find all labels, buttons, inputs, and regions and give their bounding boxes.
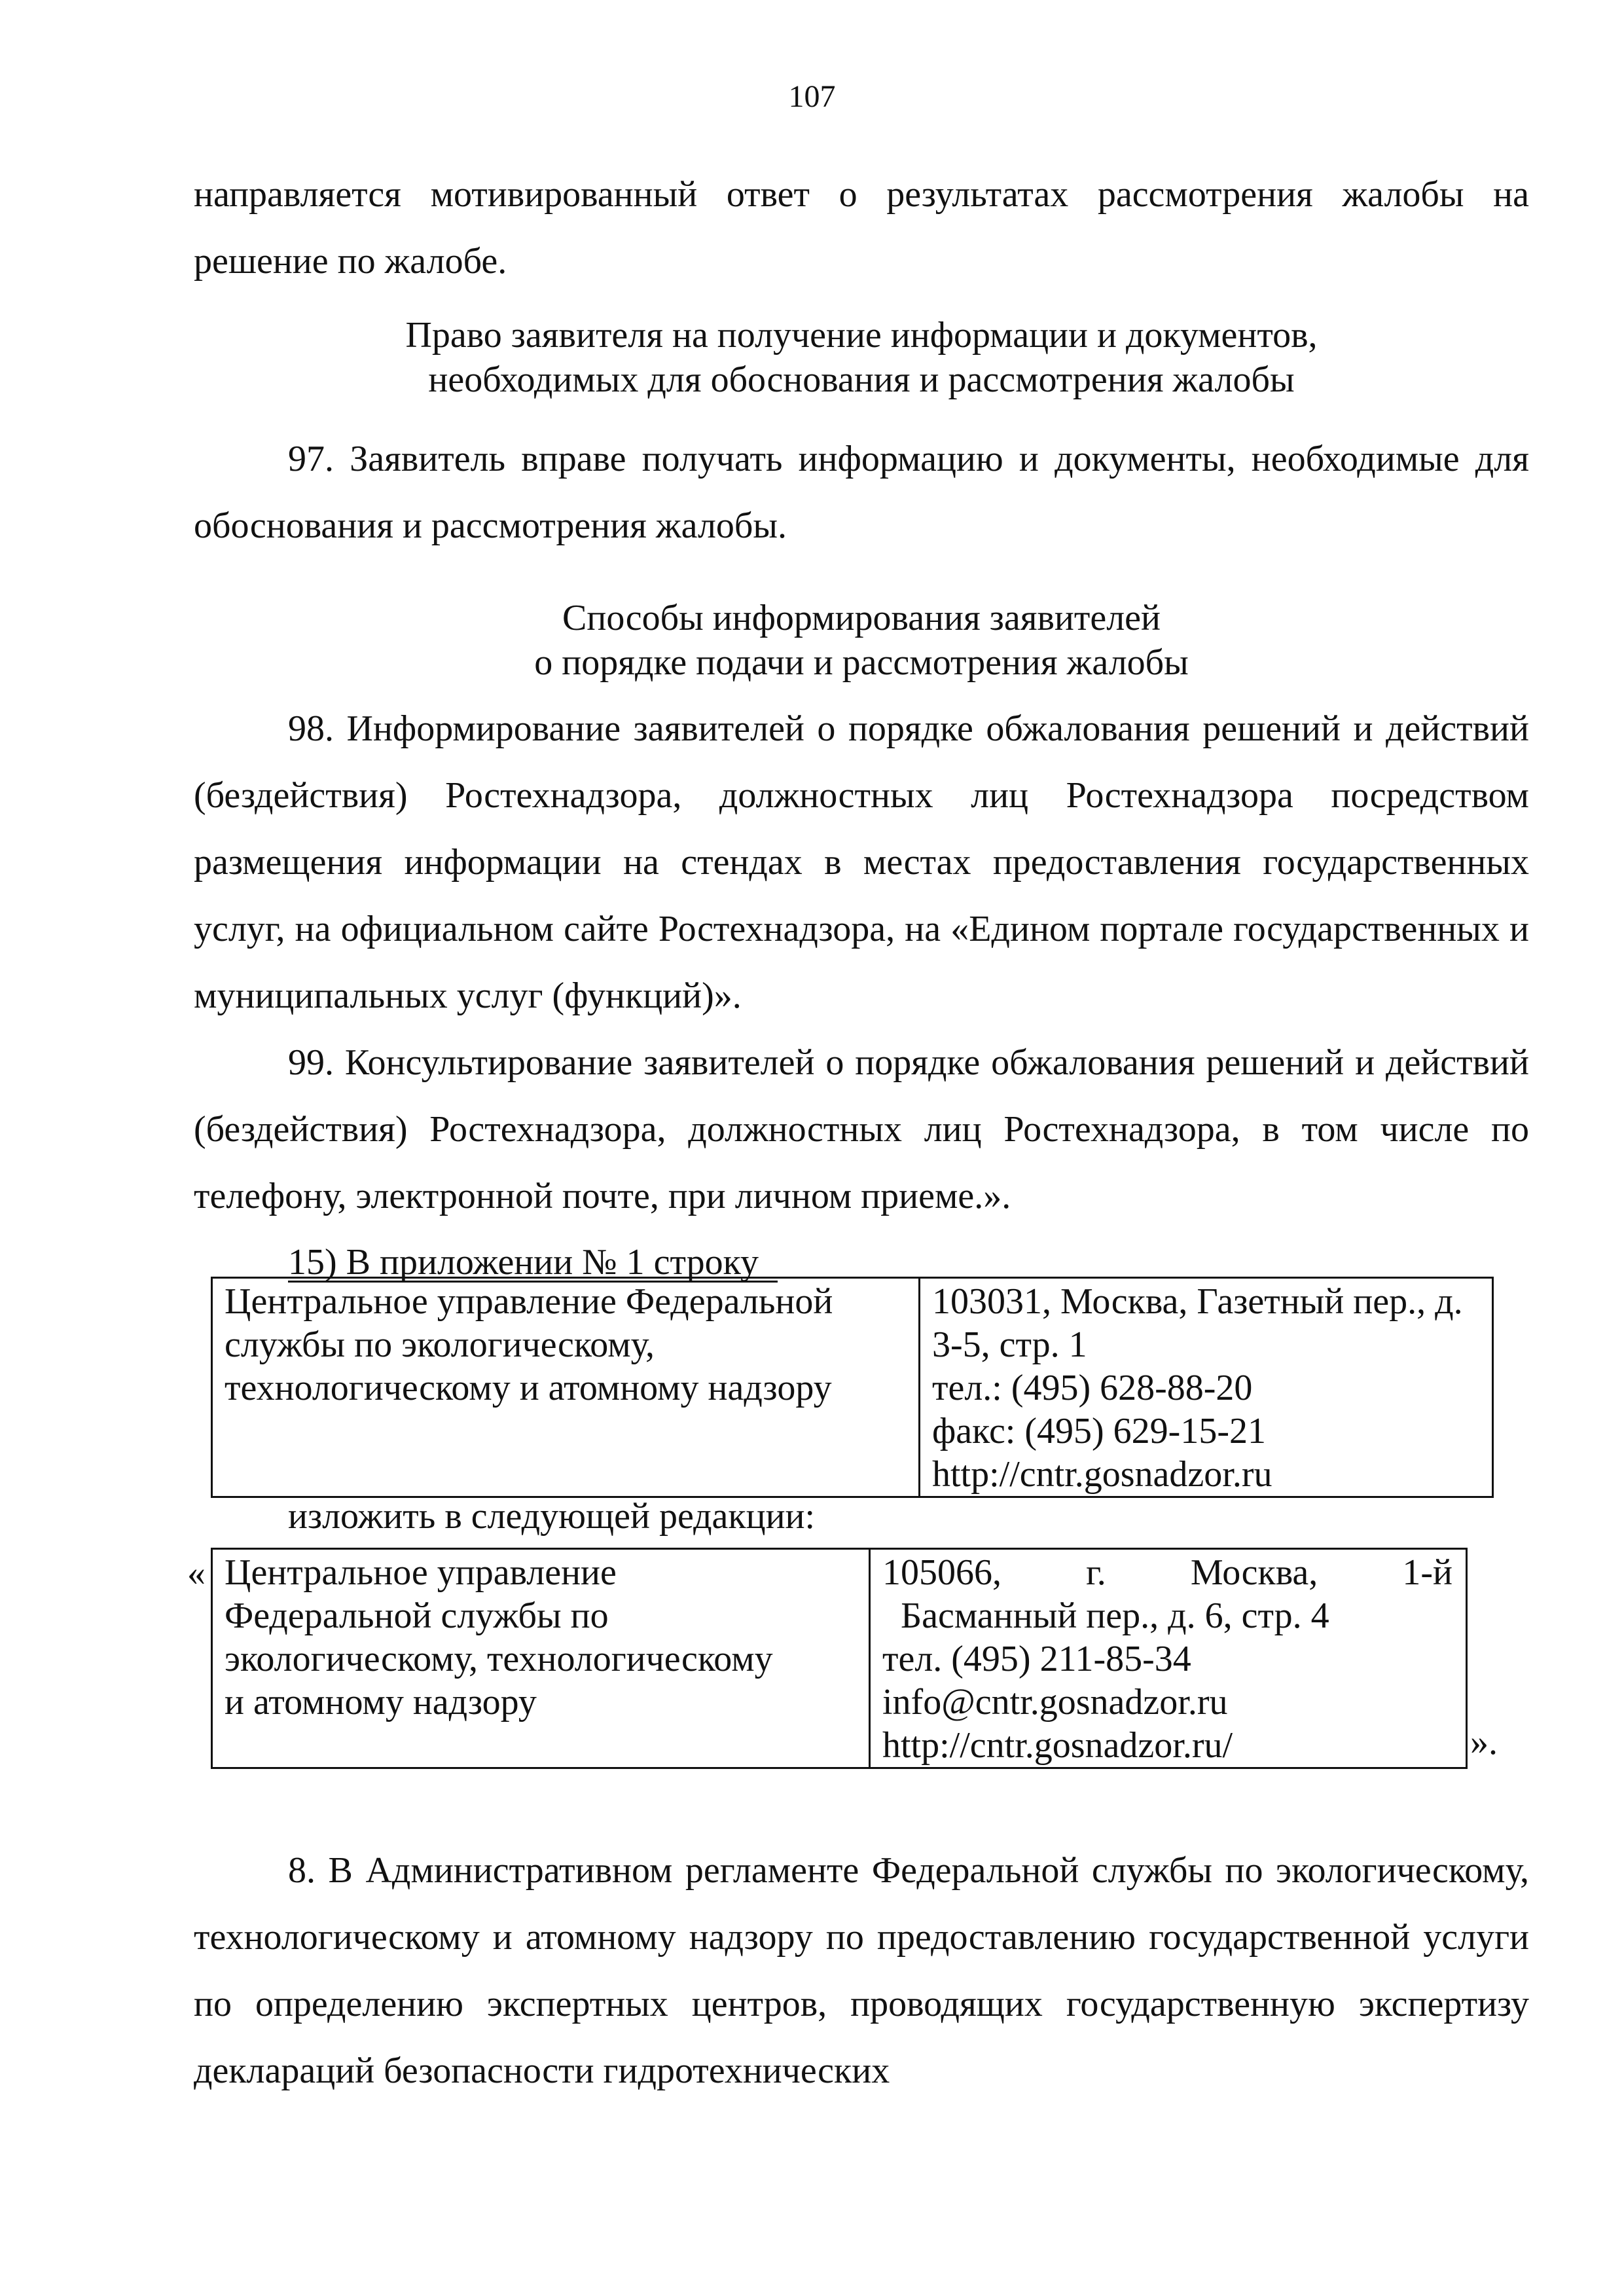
new-address-line-1 xyxy=(882,1551,1453,1594)
paragraph-98: 98. Информирование заявителей о порядке обжалования решений и действий (бездействия) Ростехнадзора, должностных лиц Ростехнадзора посредством размещения информации на стендах в местах предоставления государственных услуг, на официальном сайте Ростехнадзора, на «Едином портале государственных и муниципальных услуг (функций)». xyxy=(194,708,1529,1016)
old-name-line-3: технологическому и атомному надзору xyxy=(225,1368,832,1408)
new-street-prefix: 1-й xyxy=(1402,1552,1453,1593)
opening-quote: « xyxy=(187,1553,206,1594)
new-name-line-2: Федеральной службы по xyxy=(225,1595,609,1636)
intro-line-2: решение по жалобе. xyxy=(194,241,507,282)
closing-quote: ». xyxy=(1470,1722,1498,1762)
old-address-table xyxy=(211,1277,1494,1498)
page-number: 107 xyxy=(788,79,836,114)
heading-informing-methods-line-1: Способы информирования заявителей xyxy=(562,598,1161,638)
new-address-line-2: Басманный пер., д. 6, стр. 4 xyxy=(901,1595,1329,1636)
new-name-line-3: экологическому, технологическому xyxy=(225,1639,773,1679)
paragraph-8: 8. В Административном регламенте Федеральной службы по экологическому, технологическому и атомному надзору по предоставлению государственной услуги по определению экспертных центров, проводящих государственную экспертизу деклараций безопасности гидротехнических xyxy=(194,1850,1529,2091)
new-website: http://cntr.gosnadzor.ru/ xyxy=(882,1725,1233,1766)
table-row xyxy=(212,1278,1493,1497)
new-email: info@cntr.gosnadzor.ru xyxy=(882,1682,1228,1722)
intro-line-1: направляется мотивированный ответ о результатах рассмотрения жалобы на xyxy=(194,174,1529,215)
replacement-intro: изложить в следующей редакции: xyxy=(288,1496,816,1537)
new-address-cell xyxy=(870,1549,1467,1768)
new-name-line-4: и атомному надзору xyxy=(225,1682,537,1722)
heading-informing-methods-line-2: о порядке подачи и рассмотрения жалобы xyxy=(534,642,1189,683)
new-city-prefix: г. xyxy=(1086,1552,1106,1593)
heading-right-to-information-line-1: Право заявителя на получение информации и документов, xyxy=(405,315,1318,355)
table-row xyxy=(212,1549,1467,1768)
old-address-cell xyxy=(920,1278,1493,1497)
old-name-line-2: службы по экологическому, xyxy=(225,1324,655,1365)
new-postcode: 105066, xyxy=(882,1552,1001,1593)
old-address-line-2: 3-5, стр. 1 xyxy=(932,1324,1087,1365)
old-name-line-1: Центральное управление Федеральной xyxy=(225,1281,833,1322)
old-organization-name-cell xyxy=(212,1278,920,1497)
paragraph-99: 99. Консультирование заявителей о порядке обжалования решений и действий (бездействия) Ростехнадзора, должностных лиц Ростехнадзора, в том числе по телефону, электронной почте, при личном приеме.». xyxy=(194,1042,1529,1216)
new-name-line-1: Центральное управление xyxy=(225,1552,617,1593)
new-phone: тел. (495) 211-85-34 xyxy=(882,1639,1191,1679)
new-city: Москва, xyxy=(1190,1552,1318,1593)
old-fax: факс: (495) 629-15-21 xyxy=(932,1411,1266,1451)
paragraph-97: 97. Заявитель вправе получать информацию и документы, необходимые для обоснования и рассмотрения жалобы. xyxy=(194,439,1529,546)
amendment-intro: 15) В приложении № 1 строку xyxy=(288,1242,759,1283)
new-address-table xyxy=(211,1548,1468,1769)
heading-right-to-information-line-2: необходимых для обоснования и рассмотрения жалобы xyxy=(428,359,1295,400)
old-address-line-1: 103031, Москва, Газетный пер., д. xyxy=(932,1281,1463,1322)
old-website: http://cntr.gosnadzor.ru xyxy=(932,1454,1272,1495)
old-phone: тел.: (495) 628-88-20 xyxy=(932,1368,1253,1408)
new-organization-name-cell xyxy=(212,1549,870,1768)
